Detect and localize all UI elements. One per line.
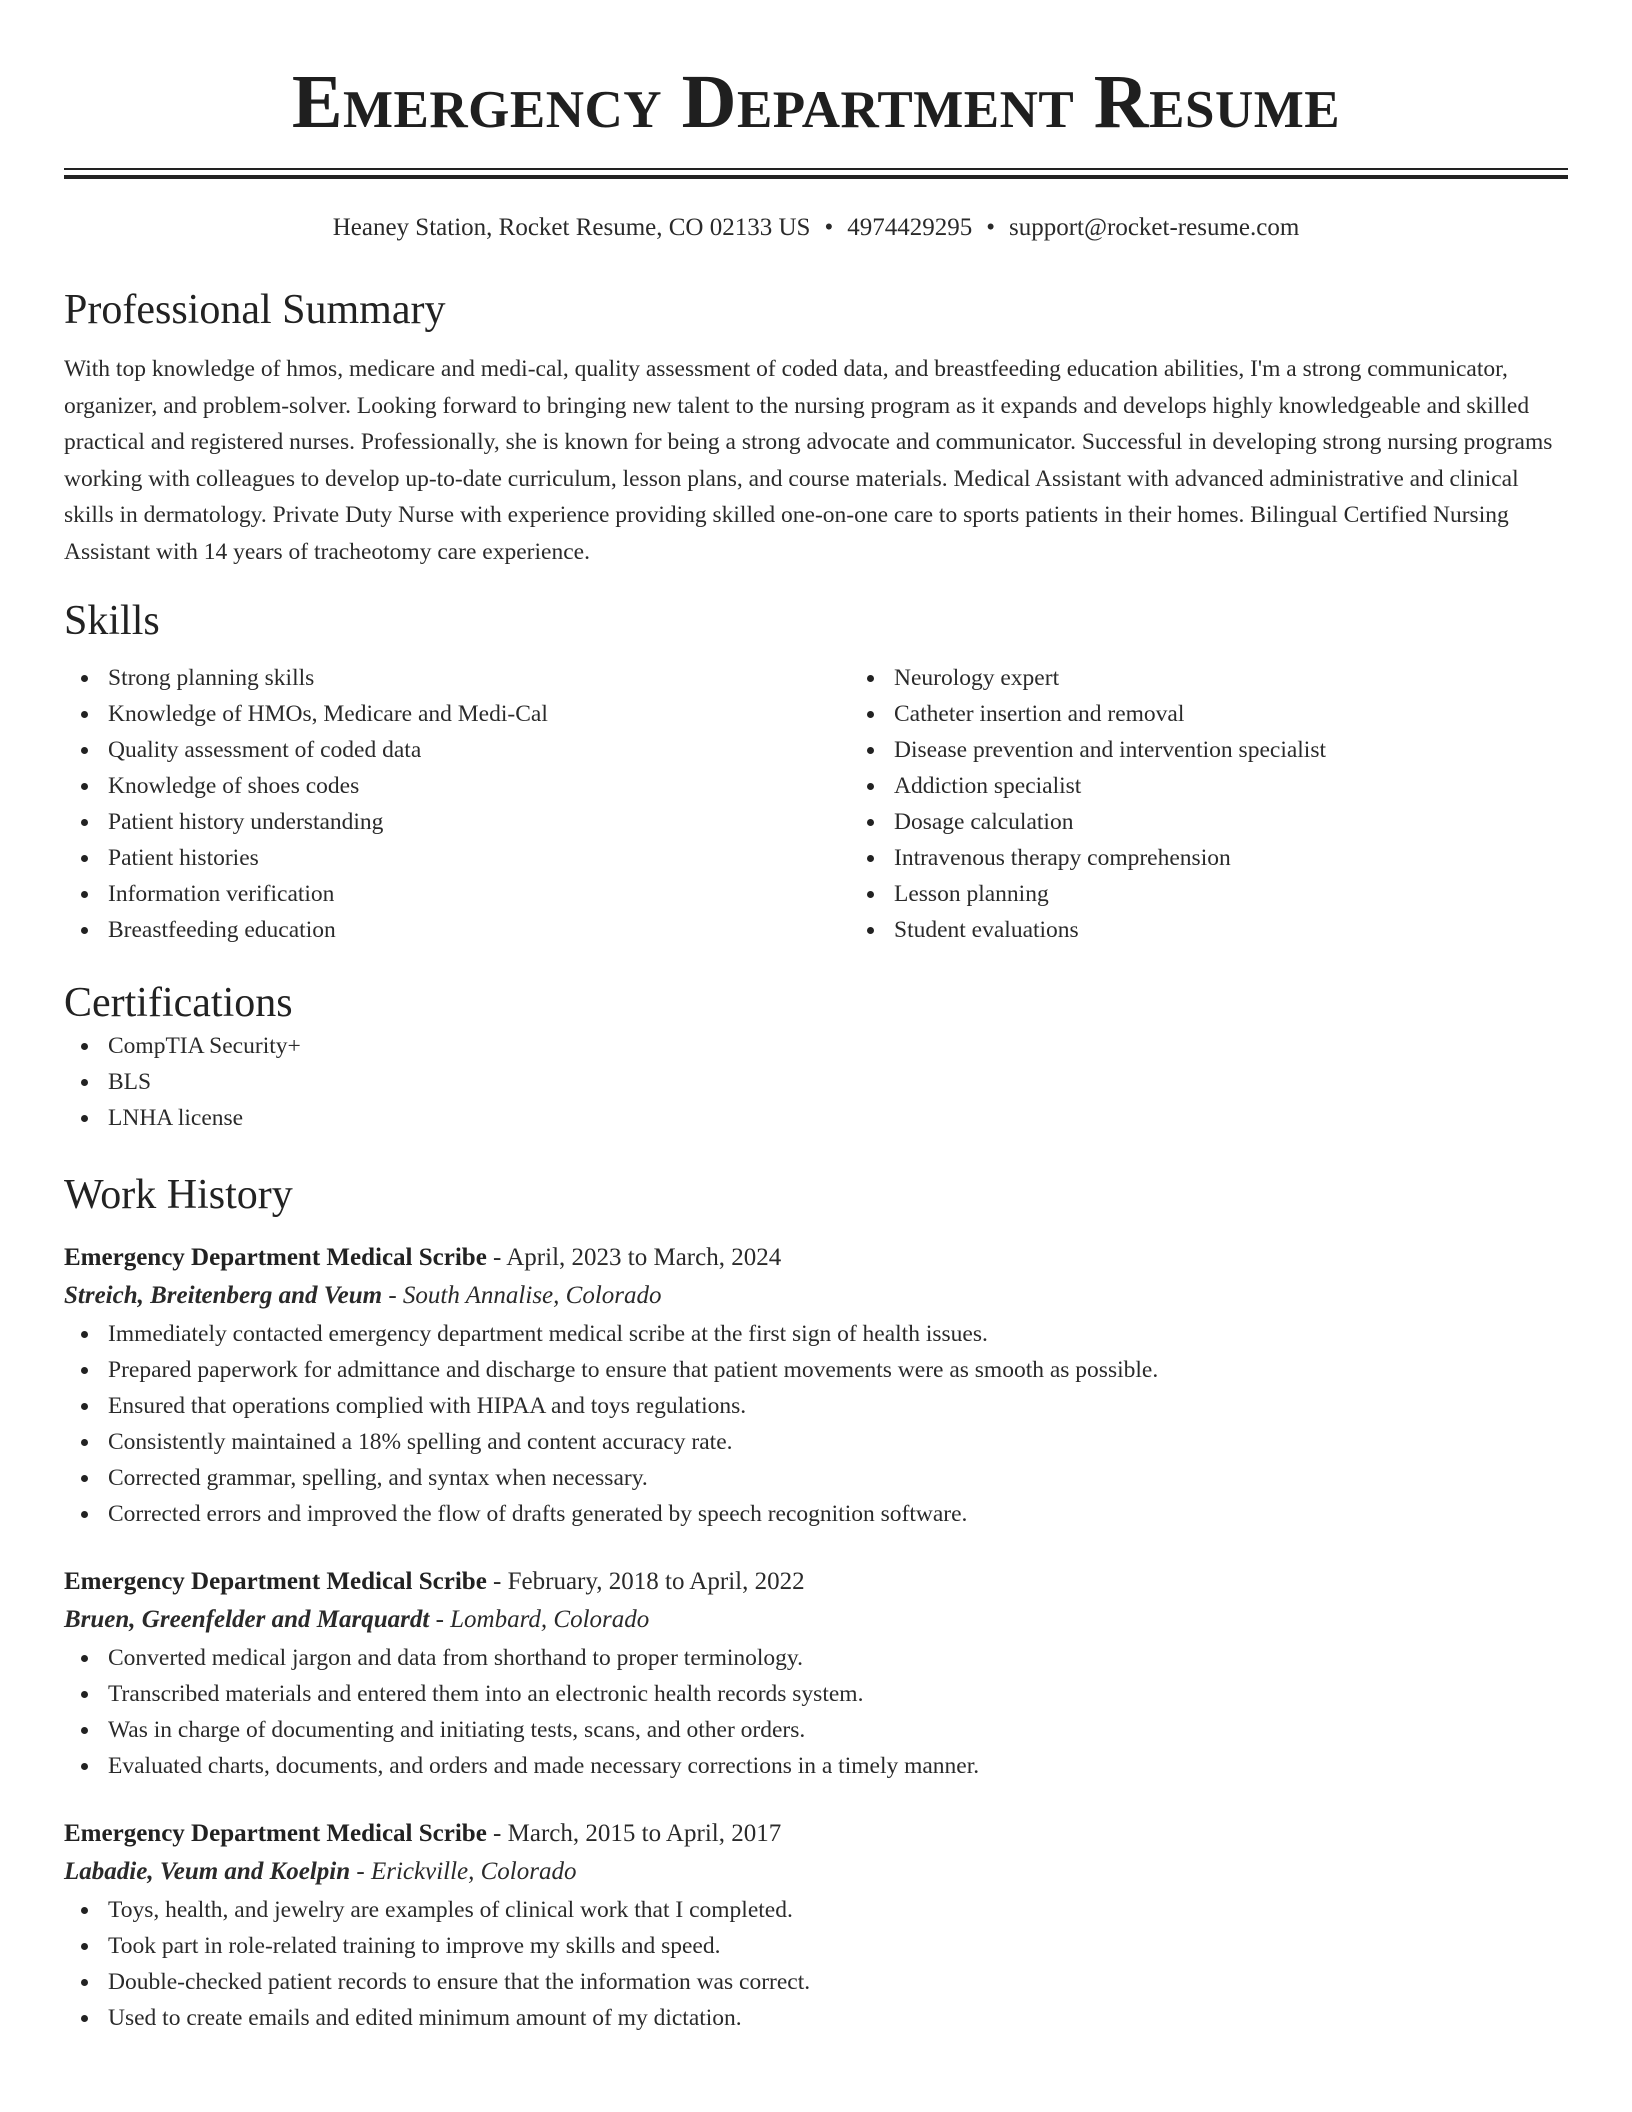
job-bullet: Corrected grammar, spelling, and syntax when necessary. [108, 1460, 1568, 1496]
job-company-line [64, 1600, 1568, 1640]
job-bullet: Ensured that operations complied with HIPAA and toys regulations. [108, 1388, 1568, 1424]
skill-item: Patient history understanding [108, 804, 850, 840]
skill-item: Patient histories [108, 840, 850, 876]
job-dates: - March, 2015 to April, 2017 [486, 1820, 782, 1847]
certifications-list [64, 1028, 1568, 1136]
job-company-line [64, 1276, 1568, 1316]
job-bullet-list [64, 1316, 1568, 1532]
job-company-line [64, 1852, 1568, 1892]
certification-item: CompTIA Security+ [108, 1028, 1568, 1064]
skill-item: Disease prevention and intervention specialist [894, 732, 1632, 768]
job-bullet: Was in charge of documenting and initiating tests, scans, and other orders. [108, 1712, 1568, 1748]
skill-item: Catheter insertion and removal [894, 696, 1632, 732]
job-location: - South Annalise, Colorado [382, 1282, 662, 1309]
job-bullet: Double-checked patient records to ensure that the information was correct. [108, 1964, 1568, 2000]
job-location: - Erickville, Colorado [350, 1858, 577, 1885]
job-title-line [64, 1816, 1568, 1852]
job-location: - Lombard, Colorado [429, 1606, 650, 1633]
contact-phone: 4974429295 [847, 214, 973, 241]
skill-item: Knowledge of shoes codes [108, 768, 850, 804]
contact-address: Heaney Station, Rocket Resume, CO 02133 US [332, 214, 811, 241]
job-dates: - April, 2023 to March, 2024 [486, 1244, 782, 1271]
certifications-heading: Certifications [64, 980, 293, 1026]
job-bullet: Took part in role-related training to improve my skills and speed. [108, 1928, 1568, 1964]
job-bullet: Immediately contacted emergency department medical scribe at the first sign of health issues. [108, 1316, 1568, 1352]
certification-item: BLS [108, 1064, 1568, 1100]
skill-item: Lesson planning [894, 876, 1632, 912]
job-title: Emergency Department Medical Scribe [64, 1244, 487, 1271]
job-title: Emergency Department Medical Scribe [64, 1568, 487, 1595]
job-company: Labadie, Veum and Koelpin [64, 1858, 351, 1885]
summary-text: With top knowledge of hmos, medicare and medi-cal, quality assessment of coded data, and breastfeeding education abilities, I'm a strong communicator, organizer, and problem-solver. Looking forward to bringing new talent to the nursing program as it expands and develops highly knowledgeable and skilled practical and registered nurses. Professionally, she is known for being a strong advocate and communicator. Successful in developing strong nursing programs working with colleagues to develop up-to-date curriculum, lesson plans, and course materials. Medical Assistant with advanced administrative and clinical skills in dermatology. Private Duty Nurse with experience providing skilled one-on-one care to sports patients in their homes. Bilingual Certified Nursing Assistant with 14 years of tracheotomy care experience. [64, 356, 1553, 565]
title-rule-thin [64, 168, 1568, 170]
skill-item: Dosage calculation [894, 804, 1632, 840]
job-bullet: Consistently maintained a 18% spelling and content accuracy rate. [108, 1424, 1568, 1460]
job-company: Streich, Breitenberg and Veum [64, 1282, 383, 1309]
job-title: Emergency Department Medical Scribe [64, 1820, 487, 1847]
skills-columns [64, 660, 1568, 948]
job-title-line [64, 1240, 1568, 1276]
job-bullet: Evaluated charts, documents, and orders and made necessary corrections in a timely manner. [108, 1748, 1568, 1784]
skill-item: Student evaluations [894, 912, 1632, 948]
skill-item: Addiction specialist [894, 768, 1632, 804]
skill-item: Breastfeeding education [108, 912, 850, 948]
resume-page [64, 0, 1568, 2036]
skills-left-list [64, 660, 850, 948]
job-bullet: Used to create emails and edited minimum amount of my dictation. [108, 2000, 1568, 2036]
job-title-line [64, 1564, 1568, 1600]
work-history-heading: Work History [64, 1172, 293, 1218]
job-bullet: Toys, health, and jewelry are examples of clinical work that I completed. [108, 1892, 1568, 1928]
job-bullet: Corrected errors and improved the flow of drafts generated by speech recognition software. [108, 1496, 1568, 1532]
job-bullet-list [64, 1892, 1568, 2036]
job-bullet: Transcribed materials and entered them into an electronic health records system. [108, 1676, 1568, 1712]
skill-item: Strong planning skills [108, 660, 850, 696]
contact-line [64, 213, 1568, 243]
job-bullet-list [64, 1640, 1568, 1784]
job-entry [64, 1240, 1568, 1532]
job-entry [64, 1564, 1568, 1784]
skills-heading: Skills [64, 598, 160, 644]
contact-separator: • [824, 214, 834, 241]
contact-email: support@rocket-resume.com [1008, 214, 1300, 241]
certification-item: LNHA license [108, 1100, 1568, 1136]
job-dates: - February, 2018 to April, 2022 [486, 1568, 805, 1595]
skill-item: Information verification [108, 876, 850, 912]
skill-item: Intravenous therapy comprehension [894, 840, 1632, 876]
job-bullet: Prepared paperwork for admittance and discharge to ensure that patient movements were as smooth as possible. [108, 1352, 1568, 1388]
skill-item: Quality assessment of coded data [108, 732, 850, 768]
page-title: Emergency Department Resume [291, 60, 1341, 144]
title-rule-thick [64, 175, 1568, 179]
skill-item: Neurology expert [894, 660, 1632, 696]
job-entry [64, 1816, 1568, 2036]
job-bullet: Converted medical jargon and data from shorthand to proper terminology. [108, 1640, 1568, 1676]
skill-item: Knowledge of HMOs, Medicare and Medi-Cal [108, 696, 850, 732]
skills-right-list [850, 660, 1632, 948]
contact-separator: • [986, 214, 995, 241]
summary-heading: Professional Summary [64, 287, 446, 333]
job-company: Bruen, Greenfelder and Marquardt [64, 1606, 430, 1633]
